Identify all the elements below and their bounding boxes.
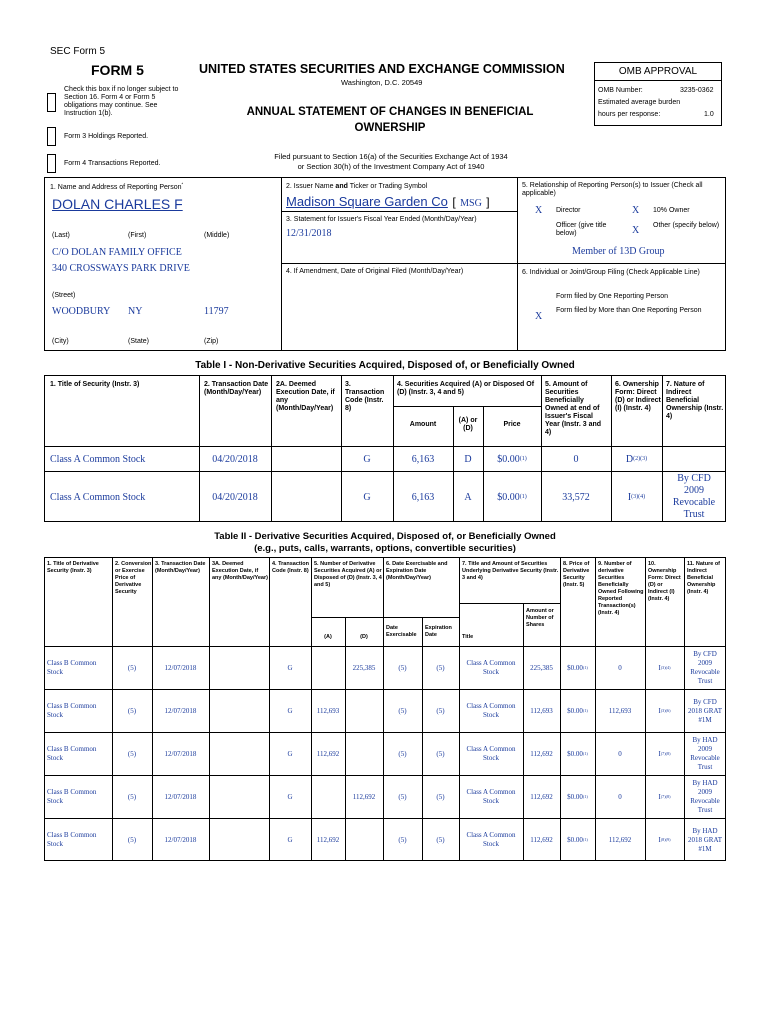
t2-cell-code (269, 819, 311, 861)
t1-r2-date: 04/20/2018 (212, 491, 258, 503)
t1-r1-amount: 6,163 (411, 453, 435, 465)
t2-value-title: Class B Common Stock (47, 788, 97, 805)
t2-cell-nature (684, 647, 726, 689)
other-specify-value: Member of 13D Group (572, 246, 665, 257)
zip-label: (Zip) (204, 338, 219, 345)
t2-cell-d (345, 819, 383, 861)
t2-cell-form: I (8)(9) (658, 835, 671, 844)
t2-value-price: $0.00 (567, 749, 583, 758)
t2-cell-a (311, 690, 345, 732)
address-line2: 340 CROSSWAYS PARK DRIVE (52, 263, 190, 274)
t2-cell-price: $0.00 (1) (567, 663, 588, 672)
t2-cell-uamount (523, 733, 560, 775)
t2-value-exp: (5) (436, 749, 445, 758)
t2-value-exp: (5) (436, 663, 445, 672)
t1-r2-form: I (3)(4) (627, 491, 646, 503)
t2-value-utitle: Class A Common Stock (466, 745, 516, 762)
t2-cell-exp (422, 733, 459, 775)
t2-value-owned: 0 (618, 749, 622, 758)
issuer-name[interactable]: Madison Square Garden Co (286, 194, 448, 209)
t2-cell-ex (383, 690, 422, 732)
t2-h-title: 1. Title of Derivative Security (Instr. 3) (47, 561, 99, 574)
ten-percent-owner-mark[interactable]: X (632, 205, 640, 216)
t2-value-utitle: Class A Common Stock (466, 702, 516, 719)
t2-cell-date (152, 776, 209, 818)
t1-r1-price: $0.00 (1) (497, 453, 527, 465)
reporting-person-name[interactable]: DOLAN CHARLES F (52, 196, 183, 212)
t2-cell-conv (112, 776, 152, 818)
t1-r2-ad: A (464, 491, 472, 503)
t2-h-exp-date: Expiration Date (425, 625, 452, 638)
t2-cell-d (345, 733, 383, 775)
t2-cell-date (152, 819, 209, 861)
t2-value-uamount: 112,692 (530, 835, 553, 844)
omb-approval-title: OMB APPROVAL (594, 62, 722, 81)
box2-label-post: Ticker or Trading Symbol (347, 183, 428, 190)
t1-r2-nature: By CFD 2009 Revocable Trust (672, 473, 716, 520)
t2-value-price: $0.00 (567, 663, 583, 672)
state-value: NY (128, 306, 143, 317)
t1-h-deemed: 2A. Deemed Execution Date, if any (Month/Day/Year) (276, 381, 335, 412)
middle-label: (Middle) (204, 232, 230, 239)
ticker-bracket-open: [ (452, 195, 456, 209)
t2-cell-date (152, 733, 209, 775)
t2-value-title: Class B Common Stock (47, 659, 97, 676)
t1-r1-price-value: $0.00 (497, 453, 520, 465)
city-value: WOODBURY (52, 306, 111, 317)
t2-cell-code (269, 733, 311, 775)
t2-cell-nature (684, 776, 726, 818)
t1-h-nature: 7. Nature of Indirect Beneficial Ownership (Instr. 4) (666, 381, 724, 420)
t1-r2-title: Class A Common Stock (50, 491, 146, 503)
t1-r1-code: G (363, 453, 371, 465)
t2-cell-date (152, 647, 209, 689)
table2-title-line1: Table II - Derivative Securities Acquired, Disposed of, or Beneficially Owned (214, 531, 556, 542)
t2-h-d: (D) (360, 634, 368, 640)
filed-line2: or Section 30(h) of the Investment Company Act of 1940 (297, 162, 485, 171)
other-mark[interactable]: X (632, 225, 640, 236)
t1-h-date: 2. Transaction Date (Month/Day/Year) (204, 381, 269, 396)
filed-pursuant (236, 152, 546, 172)
t1-r2-amount: 6,163 (411, 491, 435, 503)
t2-cell-exp (422, 690, 459, 732)
t2-value-utitle: Class A Common Stock (466, 659, 516, 676)
t2-cell-title (44, 733, 112, 775)
t1-r2-owned: 33,572 (562, 491, 590, 503)
omb-number-label: OMB Number: (598, 87, 643, 94)
t2-value-d: 225,385 (352, 663, 376, 672)
t2-value-form: I (658, 835, 661, 844)
t2-cell-form: I (7)(8) (658, 749, 671, 758)
t2-cell-price: $0.00 (1) (567, 835, 588, 844)
t1-r2-code: G (363, 491, 371, 503)
t2-cell-title (44, 647, 112, 689)
box2-label-pre: 2. Issuer Name (286, 183, 336, 190)
t2-value-uamount: 112,693 (530, 706, 553, 715)
t2-value-uamount: 225,385 (530, 663, 553, 672)
t2-value-a: 112,693 (316, 706, 340, 715)
t2-h-number: 5. Number of Derivative Securities Acquired (A) or Disposed of (D) (Instr. 3, 4 and 5) (314, 561, 382, 588)
t2-cell-nature (684, 733, 726, 775)
omb-burden-label: Estimated average burden (598, 99, 681, 106)
checkbox-form4-label: Form 4 Transactions Reported. (64, 160, 161, 167)
t2-h-a: (A) (324, 634, 332, 640)
t2-cell-ex (383, 647, 422, 689)
t2-value-date: 12/07/2018 (164, 749, 197, 758)
t2-cell-nature (684, 690, 726, 732)
t1-h-acquired: 4. Securities Acquired (A) or Disposed Of (D) (Instr. 3, 4 and 5) (397, 381, 535, 396)
t1-r2-price-value: $0.00 (497, 491, 520, 503)
t2-cell-ex (383, 733, 422, 775)
t1-h-form: 6. Ownership Form: Direct (D) or Indirect (I) (Instr. 4) (615, 381, 661, 412)
t2-value-form: I (658, 663, 661, 672)
box2-label (286, 183, 427, 191)
t1-r2-form-value: I (627, 491, 632, 503)
t2-value-a: 112,692 (316, 749, 340, 758)
t2-cell-exp (422, 819, 459, 861)
filed-one-person-label: Form filed by One Reporting Person (556, 293, 669, 300)
t1-r1-owned: 0 (573, 453, 579, 465)
box1-label-text: 1. Name and Address of Reporting Person (50, 184, 182, 191)
t2-value-owned: 112,692 (608, 835, 632, 844)
t2-value-conv: (5) (127, 792, 137, 801)
t2-value-date: 12/07/2018 (164, 706, 197, 715)
t2-cell-ex (383, 776, 422, 818)
t2-value-owned: 0 (618, 792, 622, 801)
t2-cell-date (152, 690, 209, 732)
t2-value-exp: (5) (436, 835, 445, 844)
t2-value-title: Class B Common Stock (47, 831, 97, 848)
checkbox-form3[interactable] (47, 127, 56, 146)
omb-hours-value: 1.0 (704, 111, 714, 118)
sec-form-label: SEC Form 5 (50, 46, 106, 57)
table2-title (44, 531, 726, 555)
t2-h-exercise: 6. Date Exercisable and Expiration Date (Month/Day/Year) (386, 561, 448, 581)
t2-value-date: 12/07/2018 (164, 663, 197, 672)
t2-value-ex: (5) (398, 792, 407, 801)
ticker-bracket-close: ] (486, 195, 490, 209)
first-label: (First) (128, 232, 147, 239)
t2-cell-d (345, 647, 383, 689)
form-title: FORM 5 (91, 62, 144, 78)
t2-h-uamount: Amount or Number of Shares (526, 608, 554, 628)
t1-h-amount: Amount (409, 421, 437, 428)
box5-label: 5. Relationship of Reporting Person(s) to Issuer (Check all applicable) (522, 182, 703, 197)
t2-value-owned: 112,693 (608, 706, 632, 715)
t1-h-title: 1. Title of Security (Instr. 3) (50, 381, 140, 388)
box1-asterisk: * (181, 181, 184, 187)
t2-cell-uamount (523, 819, 560, 861)
state-label: (State) (128, 338, 150, 345)
t2-value-conv: (5) (127, 835, 137, 844)
city-label: (City) (52, 338, 69, 345)
t2-cell-owned (595, 733, 645, 775)
t2-value-ex: (5) (398, 706, 407, 715)
box2-label-and: and (335, 183, 348, 190)
t2-cell-title (44, 819, 112, 861)
t2-cell-form: I (3)(4) (658, 663, 671, 672)
t2-h-conv: 2. Conversion or Exercise Price of Derivative Security (115, 561, 152, 595)
street-label: (Street) (52, 292, 76, 299)
t2-cell-uamount (523, 690, 560, 732)
t2-value-code: G (287, 792, 293, 801)
filed-line1: Filed pursuant to Section 16(a) of the Securities Exchange Act of 1934 (274, 152, 508, 161)
t2-cell-a (311, 776, 345, 818)
other-label: Other (specify below) (653, 222, 720, 229)
t2-h-form: 10. Ownership Form: Direct (D) or Indirect (I) (Instr. 4) (648, 561, 681, 602)
t2-cell-form: I (7)(8) (658, 792, 671, 801)
t2-value-form: I (658, 706, 661, 715)
t2-cell-d (345, 690, 383, 732)
ten-percent-owner-label: 10% Owner (653, 207, 690, 214)
t2-cell-code (269, 776, 311, 818)
t2-value-a: 112,692 (316, 835, 340, 844)
t2-value-conv: (5) (127, 663, 137, 672)
t1-r1-form: D (2)(3) (625, 453, 648, 465)
t2-value-nature: By HAD 2009 Revocable Trust (690, 779, 720, 814)
t2-cell-utitle (459, 733, 523, 775)
t2-cell-utitle (459, 819, 523, 861)
statement-title (200, 104, 580, 136)
t2-value-ex: (5) (398, 749, 407, 758)
box6-label: 6. Individual or Joint/Group Filing (Check Applicable Line) (522, 269, 700, 276)
t2-cell-nature (684, 819, 726, 861)
t2-value-conv: (5) (127, 749, 137, 758)
t2-value-nature: By CFD 2009 Revocable Trust (690, 650, 720, 685)
t1-r1-title: Class A Common Stock (50, 453, 146, 465)
t2-value-form: I (658, 792, 661, 801)
checkbox-form4[interactable] (47, 154, 56, 173)
t2-value-d: 112,692 (352, 792, 376, 801)
t2-value-ex: (5) (398, 663, 407, 672)
t2-h-nature: 11. Nature of Indirect Beneficial Ownership (Instr. 4) (687, 561, 721, 595)
ticker-symbol: MSG (460, 198, 482, 209)
box3-label: 3. Statement for Issuer's Fiscal Year Ended (Month/Day/Year) (286, 216, 477, 223)
table1-title: Table I - Non-Derivative Securities Acquired, Disposed of, or Beneficially Owned (195, 360, 575, 371)
t2-cell-conv (112, 690, 152, 732)
t2-cell-form: I (3)(6) (658, 706, 671, 715)
t2-value-nature: By CFD 2018 GRAT #1M (687, 697, 723, 724)
omb-number-value: 3235-0362 (680, 87, 714, 94)
commission-title: UNITED STATES SECURITIES AND EXCHANGE COMMISSION (199, 62, 565, 76)
t2-value-owned: 0 (618, 663, 622, 672)
t2-cell-exp (422, 776, 459, 818)
checkbox-form3-label: Form 3 Holdings Reported. (64, 133, 149, 140)
t2-cell-price: $0.00 (1) (567, 706, 588, 715)
box1-label (50, 181, 184, 192)
t2-value-title: Class B Common Stock (47, 702, 97, 719)
t2-cell-owned (595, 647, 645, 689)
t2-value-form: I (658, 749, 661, 758)
t2-cell-code (269, 690, 311, 732)
officer-label: Officer (give title below) (556, 222, 607, 237)
t1-h-code: 3. Transaction Code (Instr. 8) (345, 381, 385, 412)
t1-r1-date: 04/20/2018 (212, 453, 258, 465)
t2-cell-code (269, 647, 311, 689)
t2-value-exp: (5) (436, 792, 445, 801)
t2-cell-uamount (523, 776, 560, 818)
t1-h-owned: 5. Amount of Securities Beneficially Owned at end of Issuer's Fiscal Year (Instr. 3 and 4) (545, 381, 602, 436)
t2-cell-title (44, 690, 112, 732)
t2-value-title: Class B Common Stock (47, 745, 97, 762)
t2-cell-price: $0.00 (1) (567, 792, 588, 801)
issuer-line (286, 193, 490, 211)
t2-cell-a (311, 733, 345, 775)
t2-value-price: $0.00 (567, 706, 583, 715)
t2-cell-utitle (459, 647, 523, 689)
t2-value-date: 12/07/2018 (164, 792, 197, 801)
t2-value-utitle: Class A Common Stock (466, 788, 516, 805)
t2-h-price: 8. Price of Derivative Security (Instr. 5) (563, 561, 590, 588)
t1-h-price: Price (503, 421, 521, 428)
director-mark[interactable]: X (535, 205, 543, 216)
t2-h-code: 4. Transaction Code (Instr. 8) (272, 561, 309, 574)
address-line1: C/O DOLAN FAMILY OFFICE (52, 247, 182, 258)
statement-title-line2: OWNERSHIP (354, 122, 426, 134)
t2-h-underlying: 7. Title and Amount of Securities Underlying Derivative Security (Instr. 3 and 4) (462, 561, 559, 581)
t2-cell-owned (595, 819, 645, 861)
t2-value-price: $0.00 (567, 792, 583, 801)
t1-r1-ad: D (464, 453, 472, 465)
t2-h-date: 3. Transaction Date (Month/Day/Year) (155, 561, 206, 574)
t2-value-ex: (5) (398, 835, 407, 844)
t2-cell-conv (112, 733, 152, 775)
checkbox-section16[interactable] (47, 93, 56, 112)
t2-cell-title (44, 776, 112, 818)
t2-cell-utitle (459, 690, 523, 732)
t2-value-exp: (5) (436, 706, 445, 715)
checkbox-section16-label: Check this box if no longer subject to Section 16. Form 4 or Form 5 obligations may continue. See Instruction 1(b). (64, 86, 179, 117)
omb-hours-label: hours per response: (598, 111, 661, 118)
director-label: Director (556, 207, 581, 214)
t2-value-utitle: Class A Common Stock (466, 831, 516, 848)
box4-label: 4. If Amendment, Date of Original Filed (Month/Day/Year) (286, 268, 464, 275)
t2-cell-owned (595, 776, 645, 818)
t2-value-code: G (287, 749, 293, 758)
t2-h-ex-date: Date Exercisable (386, 625, 417, 638)
t1-h-ad: (A) or (D) (458, 417, 478, 432)
t2-cell-a (311, 819, 345, 861)
t2-value-nature: By HAD 2009 Revocable Trust (690, 736, 720, 771)
fiscal-year-end: 12/31/2018 (286, 228, 332, 239)
t2-cell-utitle (459, 776, 523, 818)
t2-cell-a (311, 647, 345, 689)
t2-cell-conv (112, 819, 152, 861)
t2-cell-conv (112, 647, 152, 689)
t1-r1-form-value: D (625, 453, 634, 465)
t2-h-deemed: 3A. Deemed Execution Date, if any (Month/Day/Year) (212, 561, 268, 581)
t2-value-uamount: 112,692 (530, 792, 553, 801)
t2-value-conv: (5) (127, 706, 137, 715)
filed-more-label: Form filed by More than One Reporting Person (556, 307, 702, 314)
t2-cell-ex (383, 819, 422, 861)
commission-city: Washington, D.C. 20549 (341, 78, 423, 87)
last-label: (Last) (52, 232, 70, 239)
t2-cell-exp (422, 647, 459, 689)
t2-cell-owned (595, 690, 645, 732)
t2-cell-price: $0.00 (1) (567, 749, 588, 758)
t2-value-price: $0.00 (567, 835, 583, 844)
t2-value-code: G (287, 706, 293, 715)
t2-value-uamount: 112,692 (530, 749, 553, 758)
t2-value-nature: By HAD 2018 GRAT #1M (687, 826, 723, 853)
t2-value-date: 12/07/2018 (164, 835, 197, 844)
t1-r2-price: $0.00 (1) (497, 491, 527, 503)
t2-cell-uamount (523, 647, 560, 689)
filed-more-mark[interactable]: X (535, 311, 543, 322)
t2-cell-d (345, 776, 383, 818)
t2-value-code: G (287, 663, 293, 672)
table2-title-line2: (e.g., puts, calls, warrants, options, convertible securities) (254, 543, 516, 554)
t2-h-utitle: Title (462, 634, 474, 640)
zip-value: 11797 (204, 306, 229, 317)
t2-value-code: G (287, 835, 293, 844)
t2-h-owned: 9. Number of derivative Securities Beneficially Owned Following Reported Transaction(s) (Instr. 4) (598, 561, 644, 616)
statement-title-line1: ANNUAL STATEMENT OF CHANGES IN BENEFICIAL (246, 106, 534, 118)
